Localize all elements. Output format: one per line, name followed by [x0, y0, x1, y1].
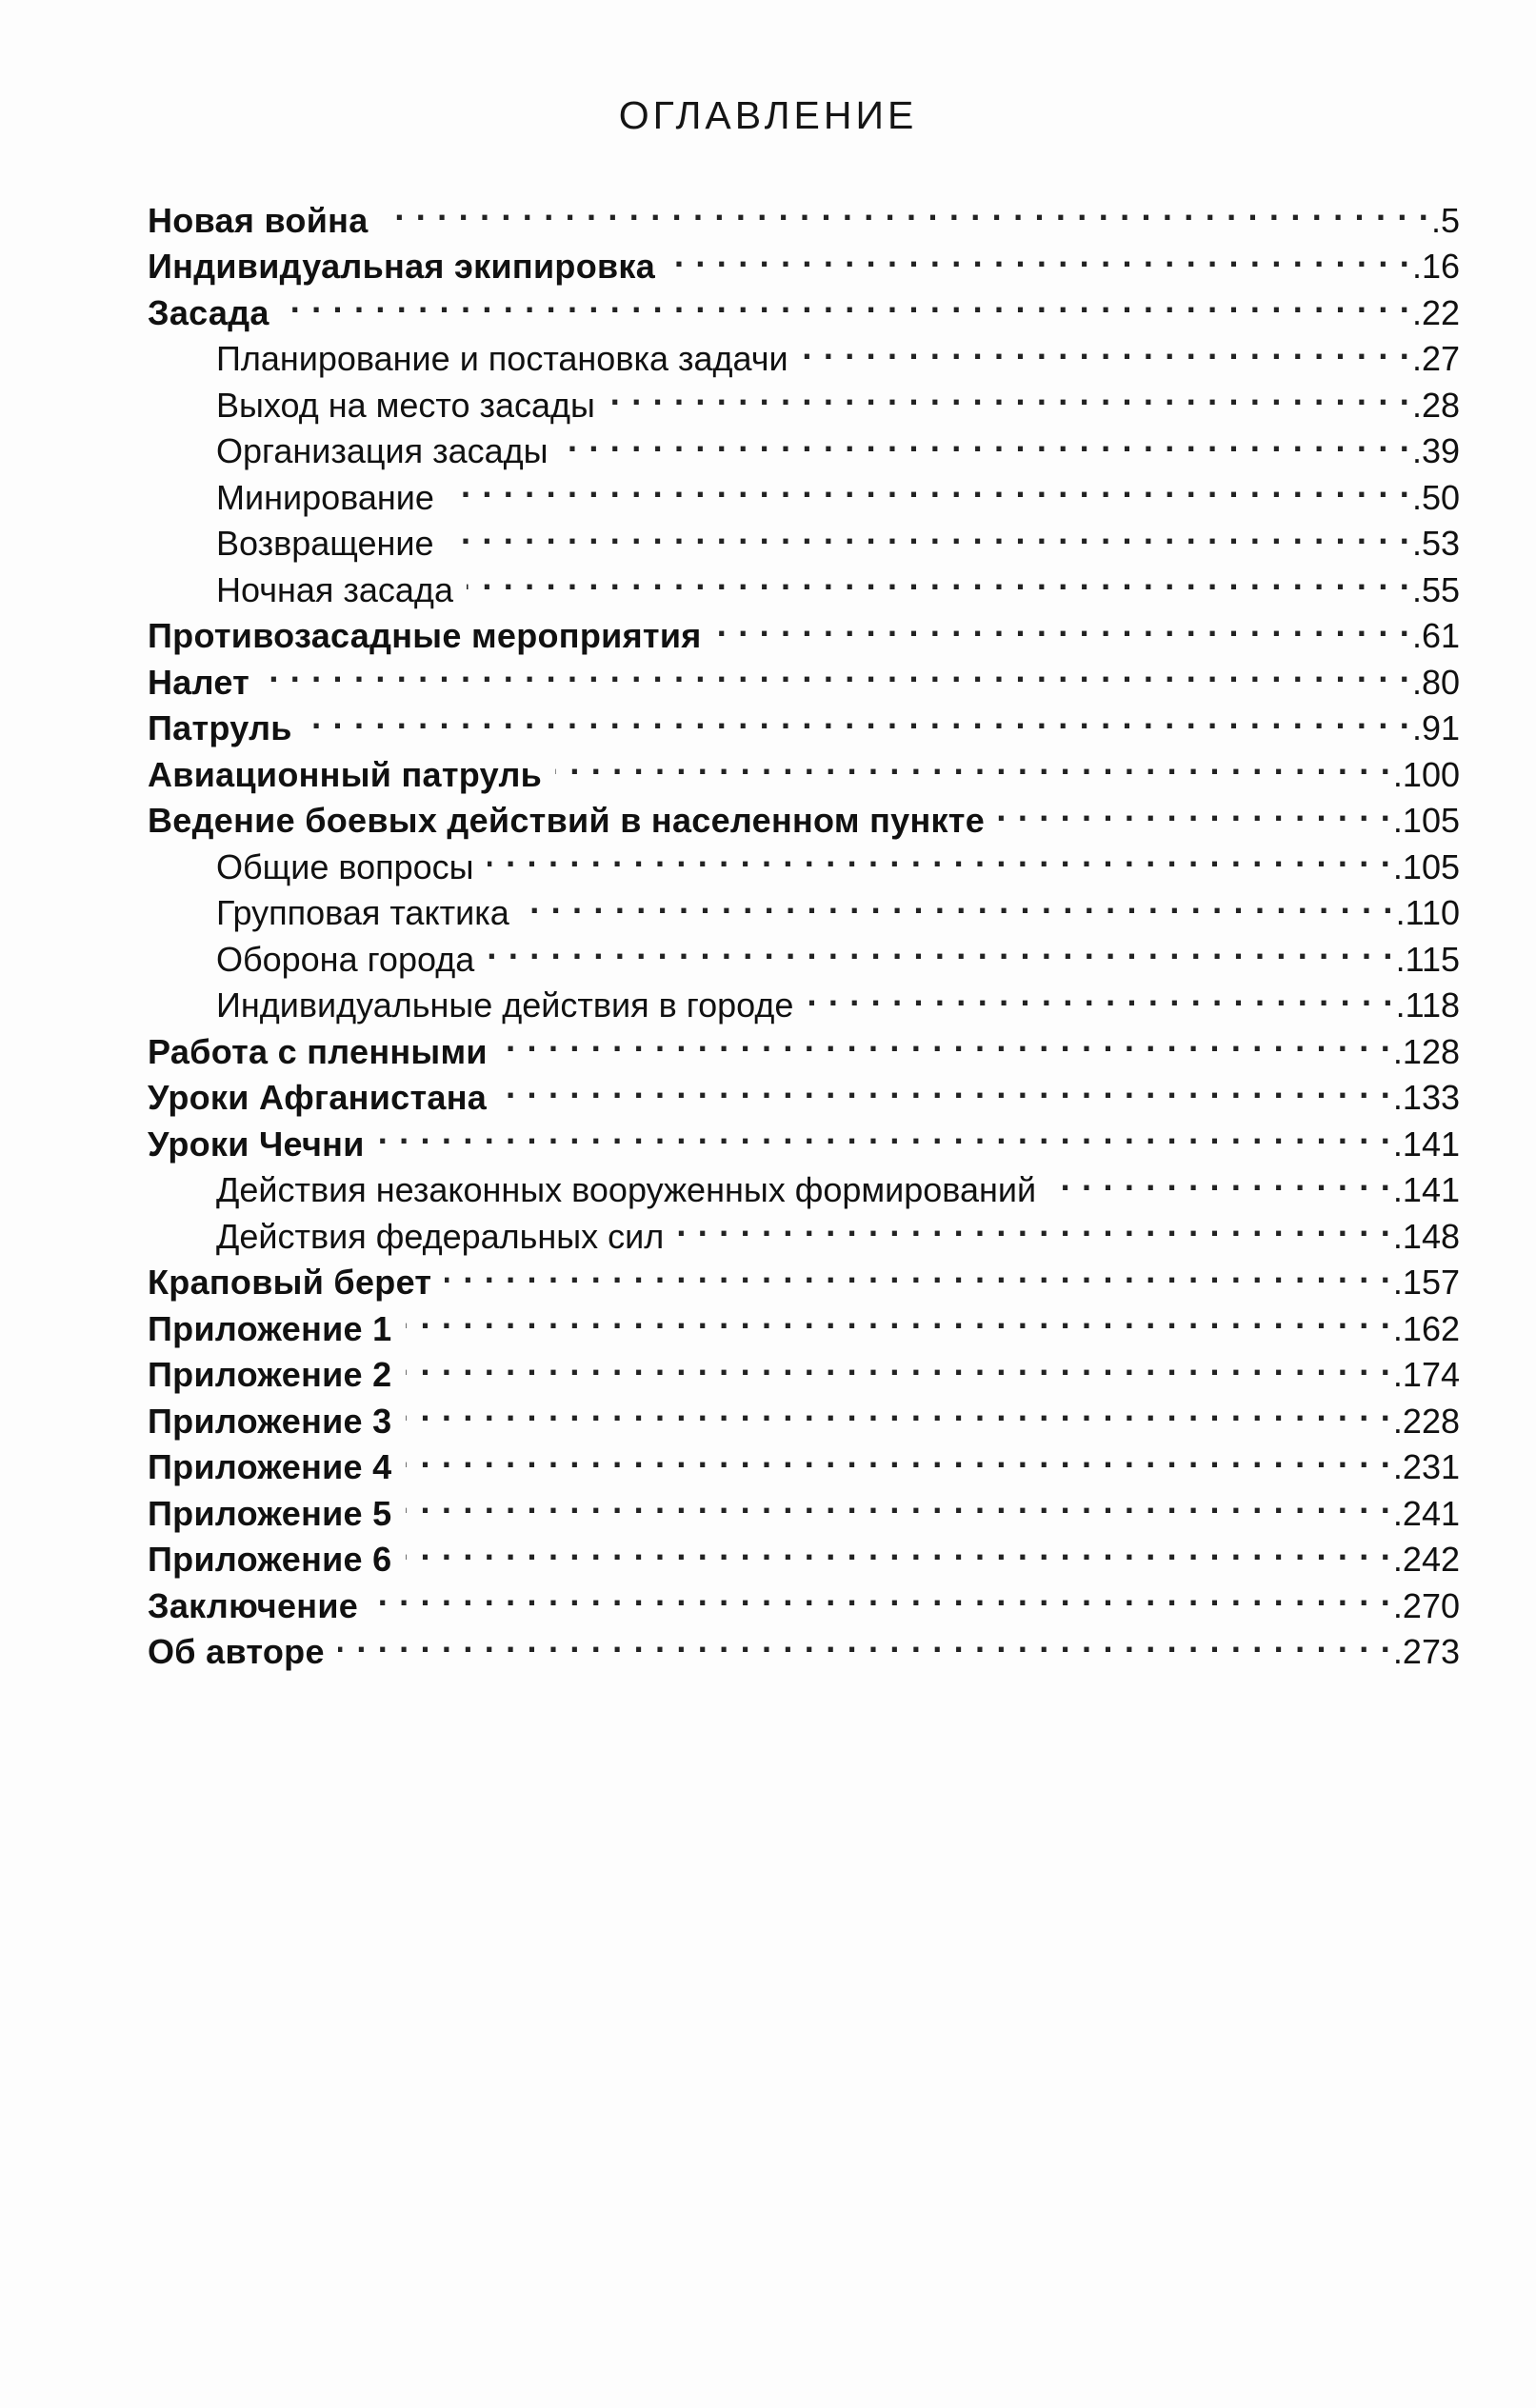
- toc-dot-leader: [406, 1525, 1391, 1572]
- toc-entry-page-number: .118: [1395, 985, 1460, 1025]
- toc-dot-leader: [562, 417, 1410, 464]
- toc-dot-leader: [998, 786, 1391, 833]
- toc-entry-page-number: .148: [1392, 1216, 1460, 1256]
- toc-entry-page-number: .80: [1411, 662, 1460, 702]
- toc-entry-label: Действия федеральных сил: [216, 1216, 665, 1256]
- toc-entry-page-number: .133: [1392, 1078, 1460, 1117]
- toc-entry-page-number: .100: [1392, 754, 1460, 794]
- toc-dot-leader: [448, 463, 1410, 509]
- toc-dot-leader: [501, 1017, 1391, 1064]
- toc-entry-page-number: .105: [1392, 801, 1460, 840]
- toc-entry-label: Приложение 3: [148, 1401, 392, 1441]
- toc-entry-label: Налет: [148, 662, 250, 702]
- toc-entry-page-number: .28: [1411, 385, 1460, 425]
- toc-entry-page-number: .141: [1392, 1170, 1460, 1209]
- toc-dot-leader: [677, 1202, 1391, 1248]
- toc-entry-label: Групповая тактика: [216, 893, 509, 932]
- toc-dot-leader: [338, 1618, 1391, 1664]
- toc-entry-page-number: .241: [1392, 1493, 1460, 1533]
- toc-entry-page-number: .110: [1395, 893, 1460, 932]
- toc-entry-label: Засада: [148, 292, 269, 332]
- toc-entry-label: Работа с пленными: [148, 1031, 488, 1071]
- toc-entry-page-number: .27: [1411, 339, 1460, 378]
- toc-dot-leader: [807, 971, 1393, 1018]
- toc-entry-label: Приложение 2: [148, 1355, 392, 1394]
- toc-dot-leader: [668, 232, 1410, 279]
- toc-entry-page-number: .228: [1392, 1401, 1460, 1441]
- toc-dot-leader: [263, 647, 1410, 694]
- toc-dot-leader: [467, 555, 1410, 602]
- toc-entry-page-number: .55: [1411, 569, 1460, 609]
- toc-dot-leader: [488, 832, 1391, 879]
- toc-title: ОГЛАВЛЕНИЕ: [618, 93, 918, 137]
- toc-entry-page-number: .39: [1411, 431, 1460, 470]
- toc-entry-label: Планирование и постановка задачи: [216, 339, 788, 378]
- toc-dot-leader: [608, 370, 1410, 417]
- toc-entry-label: Ведение боевых действий в населенном пункте: [148, 801, 986, 840]
- toc-dot-leader: [406, 1479, 1391, 1525]
- toc-entry-label: Уроки Чечни: [148, 1124, 365, 1164]
- toc-entry-page-number: .5: [1430, 200, 1460, 240]
- toc-entry-label: Приложение 4: [148, 1447, 392, 1486]
- toc-dot-leader: [488, 925, 1393, 971]
- toc-dot-leader: [555, 740, 1391, 786]
- toc-dot-leader: [371, 1571, 1391, 1618]
- toc-entry-label: Новая война: [148, 200, 369, 240]
- toc-entry-label: Краповый берет: [148, 1263, 432, 1302]
- toc-chapter-entry: [148, 186, 1460, 240]
- toc-chapter-entry: [148, 694, 1460, 747]
- toc-entry-page-number: .231: [1392, 1447, 1460, 1486]
- toc-entry-page-number: .22: [1411, 292, 1460, 332]
- toc-entry-label: Общие вопросы: [216, 846, 474, 886]
- toc-entry-page-number: .128: [1392, 1031, 1460, 1071]
- toc-entry-page-number: .105: [1392, 846, 1460, 886]
- toc-entry-page-number: .242: [1392, 1540, 1460, 1579]
- toc-dot-leader: [500, 1064, 1391, 1110]
- toc-dot-leader: [406, 1433, 1391, 1480]
- toc-entry-page-number: .141: [1392, 1124, 1460, 1164]
- toc-entry-label: Уроки Афганистана: [148, 1078, 488, 1117]
- toc-entry-label: Приложение 6: [148, 1540, 392, 1579]
- toc-entry-page-number: .270: [1392, 1585, 1460, 1625]
- toc-chapter-entry: [148, 278, 1460, 332]
- toc-chapter-entry: [148, 647, 1460, 702]
- toc-entry-page-number: .273: [1392, 1632, 1460, 1671]
- toc-entry-label: Оборона города: [216, 939, 475, 979]
- toc-chapter-entry: [148, 1618, 1460, 1671]
- table-of-contents: [148, 186, 1460, 1671]
- toc-entry-page-number: .16: [1411, 247, 1460, 286]
- toc-dot-leader: [406, 1341, 1391, 1387]
- toc-entry-label: Авиационный патруль: [148, 754, 543, 794]
- toc-entry-label: Выход на место засады: [216, 385, 595, 425]
- toc-entry-label: Об авторе: [148, 1632, 325, 1671]
- toc-dot-leader: [1049, 1156, 1391, 1203]
- toc-entry-page-number: .53: [1411, 524, 1460, 563]
- toc-entry-label: Противозасадные мероприятия: [148, 616, 702, 655]
- toc-dot-leader: [445, 1248, 1391, 1295]
- toc-entry-label: Заключение: [148, 1585, 359, 1625]
- toc-entry-label: Индивидуальные действия в городе: [216, 985, 794, 1025]
- toc-entry-label: Возвращение: [216, 524, 434, 563]
- toc-dot-leader: [378, 1109, 1391, 1156]
- toc-entry-label: Действия незаконных вооруженных формирований: [216, 1170, 1037, 1209]
- toc-entry-page-number: .61: [1411, 616, 1460, 655]
- toc-dot-leader: [448, 509, 1410, 556]
- toc-entry-page-number: .91: [1411, 708, 1460, 747]
- toc-entry-page-number: .174: [1392, 1355, 1460, 1394]
- toc-entry-label: Минирование: [216, 477, 434, 517]
- toc-dot-leader: [802, 325, 1410, 371]
- toc-dot-leader: [283, 278, 1410, 325]
- toc-dot-leader: [306, 694, 1410, 741]
- toc-dot-leader: [406, 1386, 1391, 1433]
- toc-entry-label: Приложение 1: [148, 1308, 392, 1348]
- toc-entry-page-number: .50: [1411, 477, 1460, 517]
- toc-dot-leader: [382, 186, 1429, 232]
- toc-entry-label: Приложение 5: [148, 1493, 392, 1533]
- toc-entry-label: Патруль: [148, 708, 292, 747]
- toc-entry-label: Организация засады: [216, 431, 549, 470]
- toc-entry-page-number: .157: [1392, 1263, 1460, 1302]
- toc-entry-label: Индивидуальная экипировка: [148, 247, 656, 286]
- toc-entry-page-number: .162: [1392, 1308, 1460, 1348]
- toc-entry-page-number: .115: [1395, 939, 1460, 979]
- toc-dot-leader: [715, 602, 1410, 648]
- toc-chapter-entry: [148, 740, 1460, 794]
- toc-dot-leader: [523, 879, 1394, 925]
- toc-entry-label: Ночная засада: [216, 569, 453, 609]
- toc-dot-leader: [406, 1294, 1391, 1341]
- toc-section-entry: [148, 325, 1460, 378]
